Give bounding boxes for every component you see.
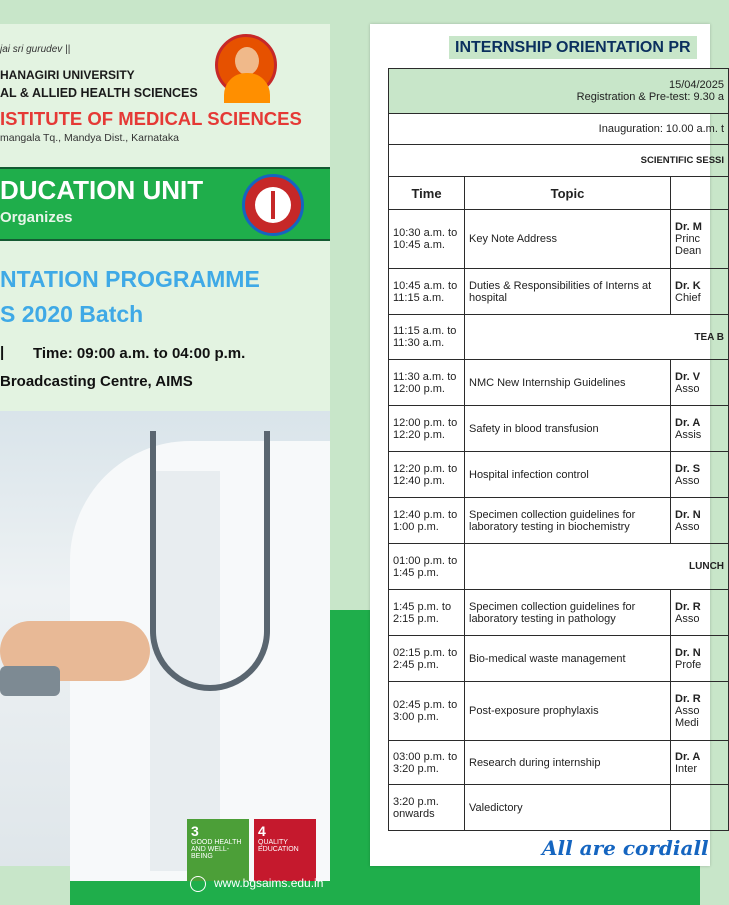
speaker-role: Inter [675, 762, 698, 775]
speaker-role2: Dean [675, 245, 702, 257]
row-topic: Specimen collection guidelines for laboratory testing in biochemistry [465, 498, 671, 544]
table-row [389, 210, 729, 269]
row-time: 01:00 p.m. to 1:45 p.m. [389, 544, 465, 590]
row-time: 11:15 a.m. to 11:30 a.m. [389, 315, 465, 360]
table-row [389, 498, 729, 544]
row-speaker [671, 406, 729, 452]
inauguration-row [389, 114, 729, 145]
banner-subtitle: Organizes [0, 209, 73, 226]
banner-title: DUCATION UNIT [0, 175, 204, 205]
speaker-role: Asso [675, 705, 700, 717]
table-row [389, 682, 729, 741]
programme-title-line2: S 2020 Batch [0, 301, 144, 327]
speaker-name: Dr. N [675, 646, 701, 659]
break-row [389, 315, 729, 360]
row-time: 3:20 p.m. onwards [389, 785, 465, 831]
row-time: 02:45 p.m. to 3:00 p.m. [389, 682, 465, 741]
speaker-name: Dr. K [675, 279, 701, 292]
row-time: 1:45 p.m. to 2:15 p.m. [389, 590, 465, 636]
date-row [389, 69, 729, 114]
speaker-name: Dr. A [675, 750, 701, 763]
scientific-session-row [389, 145, 729, 177]
speaker-name: Dr. A [675, 416, 701, 429]
table-row [389, 636, 729, 682]
row-time: 10:45 a.m. to 11:15 a.m. [389, 269, 465, 315]
row-time: 11:30 a.m. to 12:00 p.m. [389, 360, 465, 406]
sdg4-badge [254, 819, 316, 881]
sdg3-label: GOOD HEALTH AND WELL-BEING [191, 839, 242, 860]
row-speaker [671, 360, 729, 406]
website-link[interactable] [190, 876, 323, 892]
programme-venue: Broadcasting Centre, AIMS [0, 373, 193, 390]
portrait-robe [224, 73, 270, 103]
programme-title-line1: NTATION PROGRAMME [0, 266, 260, 292]
scientific-session-label: SCIENTIFIC SESSI [389, 145, 729, 177]
row-time: 03:00 p.m. to 3:20 p.m. [389, 741, 465, 785]
tablet-icon [0, 666, 60, 696]
sdg4-number: 4 [258, 823, 266, 839]
speaker-name: Dr. R [675, 600, 701, 613]
speaker-role: Asso [675, 474, 700, 487]
row-topic: Specimen collection guidelines for laboratory testing in pathology [465, 590, 671, 636]
speaker-role: Asso [675, 612, 700, 625]
break-row [389, 544, 729, 590]
speaker-role: Profe [675, 658, 702, 671]
row-time: 12:20 p.m. to 12:40 p.m. [389, 452, 465, 498]
emblem-caduceus [271, 191, 275, 219]
guru-portrait [215, 34, 277, 96]
website-text: www.bgsaims.edu.in [214, 876, 324, 891]
row-time: 12:00 p.m. to 12:20 p.m. [389, 406, 465, 452]
row-topic: NMC New Internship Guidelines [465, 360, 671, 406]
speaker-name: Dr. M [675, 221, 702, 233]
row-speaker [671, 636, 729, 682]
sdg4-label: QUALITY EDUCATION [258, 839, 299, 853]
row-topic: Duties & Responsibilities of Interns at hospital [465, 269, 671, 315]
flyer-left-panel [0, 24, 330, 866]
table-row [389, 590, 729, 636]
speaker-name: Dr. S [675, 462, 701, 475]
sdg3-badge [187, 819, 249, 881]
row-speaker [671, 210, 729, 269]
tea-break-label: TEA B [465, 315, 729, 360]
table-row [389, 269, 729, 315]
sdg3-number: 3 [191, 823, 199, 839]
speaker-role: Asso [675, 520, 700, 533]
event-date: 15/04/2025 [668, 79, 725, 91]
topic-column-header: Topic [465, 177, 671, 210]
row-topic: Post-exposure prophylaxis [465, 682, 671, 741]
institute-name: ISTITUTE OF MEDICAL SCIENCES [0, 108, 302, 129]
row-speaker [671, 682, 729, 741]
row-time: 12:40 p.m. to 1:00 p.m. [389, 498, 465, 544]
programme-time: Time: 09:00 a.m. to 04:00 p.m. [33, 345, 246, 362]
table-row [389, 406, 729, 452]
inauguration-info: Inauguration: 10.00 a.m. t [389, 114, 729, 145]
row-topic: Key Note Address [465, 210, 671, 269]
speaker-name: Dr. V [675, 370, 701, 383]
row-topic: Valedictory [465, 785, 671, 831]
time-column-header: Time [389, 177, 465, 210]
institute-address: mangala Tq., Mandya Dist., Karnataka [0, 132, 179, 144]
row-speaker [671, 590, 729, 636]
stethoscope-icon [150, 431, 270, 691]
table-row [389, 452, 729, 498]
speaker-role: Chief [675, 291, 701, 304]
table-row [389, 741, 729, 785]
info-separator: | [0, 344, 5, 361]
schedule-panel [370, 24, 725, 866]
doctor-photo [0, 411, 330, 866]
table-row [389, 360, 729, 406]
faculty-name: AL & ALLIED HEALTH SCIENCES [0, 86, 198, 100]
speaker-role: Assis [675, 428, 702, 441]
speaker-role2: Medi [675, 717, 699, 729]
speaker-role: Princ [675, 233, 701, 245]
row-speaker [671, 452, 729, 498]
row-topic: Research during internship [465, 741, 671, 785]
column-header-row [389, 177, 729, 210]
row-speaker [671, 785, 729, 831]
background-light-corner [0, 860, 70, 905]
speaker-name: Dr. R [675, 693, 701, 705]
speaker-role: Asso [675, 382, 700, 395]
globe-icon [190, 876, 206, 892]
university-name: HANAGIRI UNIVERSITY [0, 68, 135, 82]
education-unit-banner [0, 167, 330, 241]
lunch-break-label: LUNCH [465, 544, 729, 590]
row-time: 10:30 a.m. to 10:45 a.m. [389, 210, 465, 269]
speaker-column-header [671, 177, 729, 210]
row-time: 02:15 p.m. to 2:45 p.m. [389, 636, 465, 682]
institute-emblem-icon [242, 174, 304, 236]
registration-info: Registration & Pre-test: 9.30 a [576, 91, 725, 103]
row-speaker [671, 741, 729, 785]
row-topic: Safety in blood transfusion [465, 406, 671, 452]
row-topic: Hospital infection control [465, 452, 671, 498]
schedule-table [388, 68, 729, 831]
table-row [389, 785, 729, 831]
row-topic: Bio-medical waste management [465, 636, 671, 682]
portrait-face [235, 47, 259, 75]
tagline: jai sri gurudev || [0, 44, 71, 55]
row-speaker [671, 498, 729, 544]
row-speaker [671, 269, 729, 315]
cordial-invitation: All are cordiall [542, 836, 709, 860]
schedule-title: INTERNSHIP ORIENTATION PR [449, 36, 697, 59]
speaker-name: Dr. N [675, 508, 701, 521]
